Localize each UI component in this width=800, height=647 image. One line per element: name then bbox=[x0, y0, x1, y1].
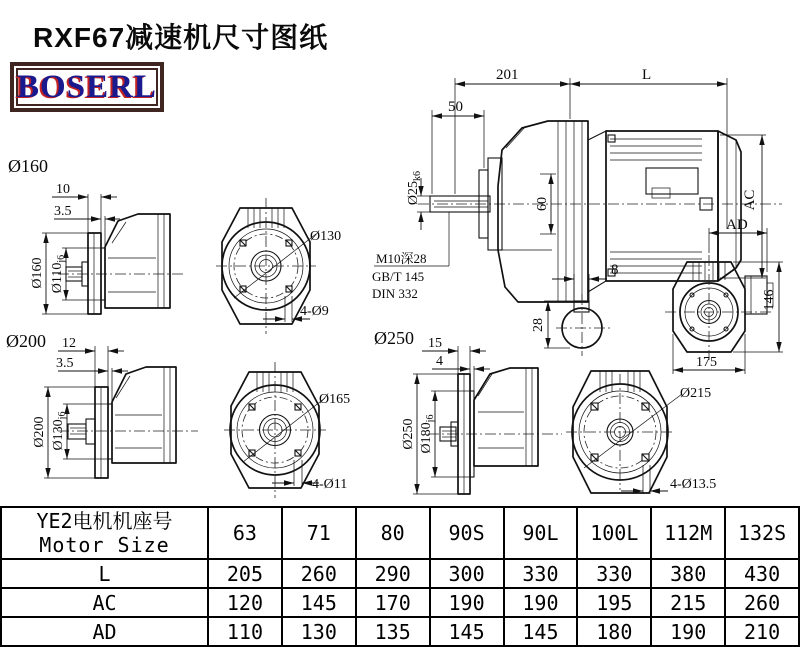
dim-165-bc: Ø165 bbox=[319, 392, 351, 407]
front-view-flange130 bbox=[216, 198, 341, 334]
cell-AD-100L: 180 bbox=[577, 617, 651, 646]
dim-160-step: 3.5 bbox=[54, 204, 72, 219]
dim-AD: AD bbox=[726, 217, 748, 233]
row-label-AD: AD bbox=[1, 617, 208, 646]
cell-AC-112M: 215 bbox=[651, 588, 725, 617]
dim-200-thk: 12 bbox=[62, 336, 76, 351]
side-view-flange200 bbox=[6, 331, 198, 478]
row-label-L: L bbox=[1, 559, 208, 588]
side-view-flange250 bbox=[374, 328, 562, 494]
motor-size-table bbox=[0, 506, 800, 647]
side-view-flange160 bbox=[8, 156, 186, 314]
dim-AC: AC bbox=[742, 189, 758, 211]
col-71: 71 bbox=[282, 507, 356, 559]
dim-201: 201 bbox=[496, 67, 519, 83]
section-label-250: Ø250 bbox=[374, 328, 414, 348]
cell-AD-63: 110 bbox=[208, 617, 282, 646]
dim-L: L bbox=[642, 67, 652, 83]
dim-250-thk: 15 bbox=[428, 336, 442, 351]
front-view-flange165 bbox=[224, 362, 350, 498]
cell-AD-132S: 210 bbox=[725, 617, 799, 646]
cell-AC-80: 170 bbox=[356, 588, 430, 617]
dim-146: 146 bbox=[762, 289, 777, 311]
front-view-flange215 bbox=[566, 371, 716, 494]
dim-215-holes: 4-Ø13.5 bbox=[670, 477, 717, 492]
note-din: DIN 332 bbox=[372, 286, 418, 301]
dim-250-outer: Ø250 bbox=[401, 418, 416, 450]
dim-250-step: 4 bbox=[436, 354, 443, 369]
col-80: 80 bbox=[356, 507, 430, 559]
cell-L-100L: 330 bbox=[577, 559, 651, 588]
section-label-160: Ø160 bbox=[8, 156, 48, 176]
note-tap-hole: M10深28 bbox=[376, 251, 427, 266]
dim-175: 175 bbox=[696, 355, 717, 370]
header-cn: YE2电机机座号 bbox=[36, 509, 173, 533]
dim-200-spigot: $Ø130_{j6}$ bbox=[51, 411, 68, 451]
cell-AC-90S: 190 bbox=[430, 588, 504, 617]
dim-160-spigot: $Ø110_{j6}$ bbox=[50, 254, 67, 294]
dim-60: 60 bbox=[535, 197, 550, 211]
col-63: 63 bbox=[208, 507, 282, 559]
dim-165-holes: 4-Ø11 bbox=[312, 477, 348, 492]
boserl-logo-text: BOSERL bbox=[17, 68, 157, 105]
col-100L: 100L bbox=[577, 507, 651, 559]
dim-160-thk: 10 bbox=[56, 182, 70, 197]
cell-AC-71: 145 bbox=[282, 588, 356, 617]
dim-130-bc: Ø130 bbox=[310, 229, 342, 244]
dim-215-bc: Ø215 bbox=[680, 386, 712, 401]
table-header-motor-size bbox=[1, 507, 208, 559]
cell-L-132S: 430 bbox=[725, 559, 799, 588]
table-row-AC bbox=[1, 588, 799, 617]
dim-160-outer: Ø160 bbox=[30, 257, 45, 289]
cell-L-71: 260 bbox=[282, 559, 356, 588]
table-row-AD bbox=[1, 617, 799, 646]
cell-AC-100L: 195 bbox=[577, 588, 651, 617]
col-90S: 90S bbox=[430, 507, 504, 559]
cell-L-80: 290 bbox=[356, 559, 430, 588]
col-132S: 132S bbox=[725, 507, 799, 559]
col-90L: 90L bbox=[504, 507, 578, 559]
dim-200-outer: Ø200 bbox=[32, 416, 47, 448]
cell-AD-90L: 145 bbox=[504, 617, 578, 646]
section-label-200: Ø200 bbox=[6, 331, 46, 351]
dim-shaft-dia: $Ø25_{k6}$ bbox=[406, 170, 423, 206]
cell-L-112M: 380 bbox=[651, 559, 725, 588]
cell-L-63: 205 bbox=[208, 559, 282, 588]
table-row-L bbox=[1, 559, 799, 588]
page-title: RXF67减速机尺寸图纸 bbox=[33, 22, 329, 53]
header-en: Motor Size bbox=[39, 533, 170, 557]
side-view-gearmotor bbox=[372, 67, 782, 302]
row-label-AC: AC bbox=[1, 588, 208, 617]
cell-L-90S: 300 bbox=[430, 559, 504, 588]
dim-key-width: 8 bbox=[611, 262, 619, 278]
output-end-view bbox=[665, 217, 783, 374]
cell-AD-71: 130 bbox=[282, 617, 356, 646]
col-112M: 112M bbox=[651, 507, 725, 559]
cell-L-90L: 330 bbox=[504, 559, 578, 588]
dim-50: 50 bbox=[448, 99, 463, 115]
dim-130-holes: 4-Ø9 bbox=[300, 304, 329, 319]
cell-AC-132S: 260 bbox=[725, 588, 799, 617]
table-header-row bbox=[1, 507, 799, 559]
cell-AD-112M: 190 bbox=[651, 617, 725, 646]
dim-250-spigot: $Ø180_{j6}$ bbox=[419, 414, 436, 454]
cell-AD-80: 135 bbox=[356, 617, 430, 646]
note-gbt: GB/T 145 bbox=[372, 269, 425, 284]
cell-AC-63: 120 bbox=[208, 588, 282, 617]
dim-200-step: 3.5 bbox=[56, 356, 74, 371]
dim-key-height: 28 bbox=[531, 318, 546, 332]
cell-AD-90S: 145 bbox=[430, 617, 504, 646]
cell-AC-90L: 190 bbox=[504, 588, 578, 617]
